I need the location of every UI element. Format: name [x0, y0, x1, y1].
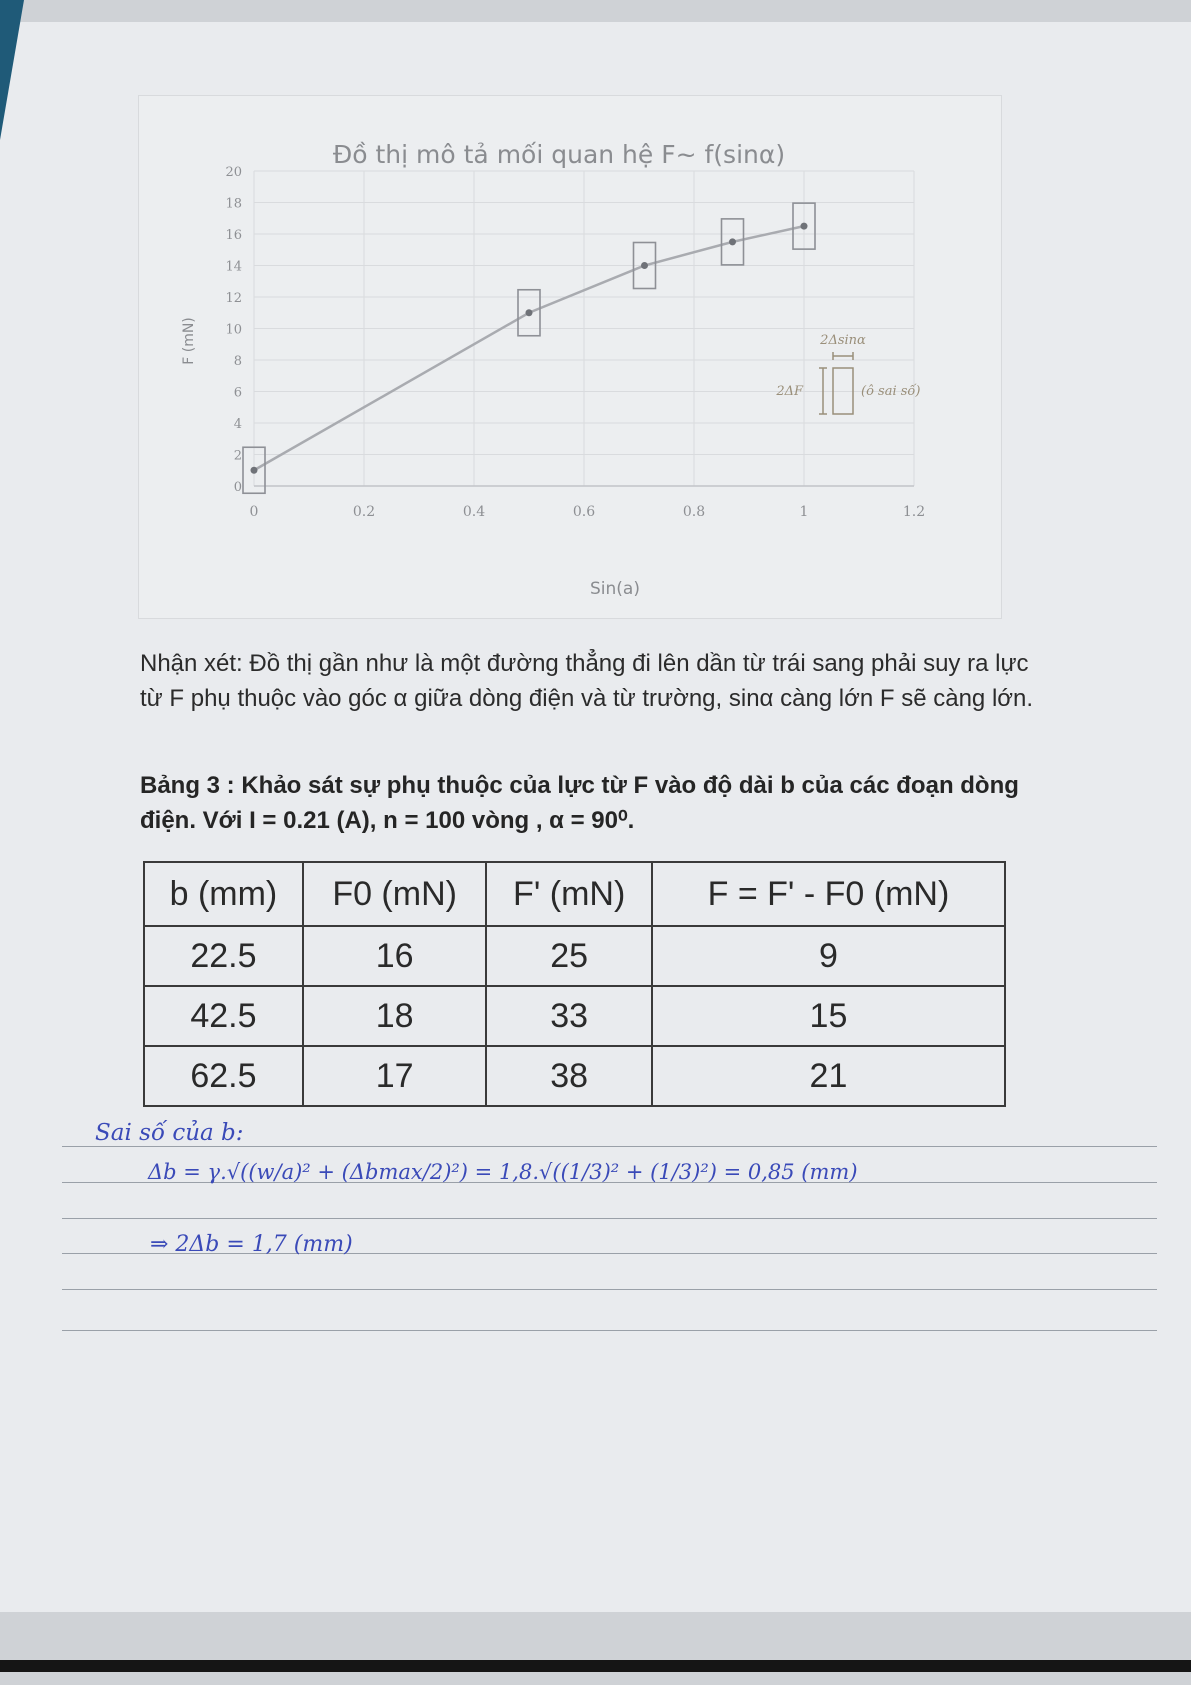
table-cell: 22.5: [144, 926, 303, 986]
table-row: [144, 986, 1005, 1046]
table-cell: 16: [303, 926, 487, 986]
ruled-line: [62, 1289, 1157, 1290]
y-tick-label: 6: [233, 385, 242, 401]
header-f-prime: F' (mN): [486, 862, 652, 926]
y-tick-label: 10: [225, 322, 242, 338]
y-tick-label: 14: [225, 259, 242, 275]
ruled-line: [62, 1146, 1157, 1147]
y-tick-label: 4: [233, 417, 242, 432]
chart-title: Đồ thị mô tả mối quan hệ F~ f(sinα): [332, 140, 786, 169]
header-f0: F0 (mN): [303, 862, 487, 926]
data-point: [729, 238, 736, 245]
x-tick-label: 0.4: [462, 504, 486, 520]
x-tick-label: 0: [249, 504, 259, 520]
table-cell: 17: [303, 1046, 487, 1106]
y-tick-label: 20: [225, 165, 242, 180]
table-header-row: [144, 862, 1005, 926]
x-tick-label: 0.2: [352, 504, 376, 520]
ruled-line: [62, 1218, 1157, 1219]
photo-edge-corner: [0, 0, 24, 140]
x-tick-label: 0.8: [682, 504, 706, 520]
table-row: [144, 1046, 1005, 1106]
x-axis-ticks: [250, 504, 926, 520]
data-table: [143, 861, 1006, 1107]
photo-bottom-edge: [0, 1660, 1191, 1672]
x-tick-label: 1.2: [902, 504, 926, 520]
error-box-legend: [775, 333, 920, 414]
table-cell: 33: [486, 986, 652, 1046]
y-tick-label: 8: [233, 354, 242, 369]
legend-dy-label: 2ΔF: [776, 384, 803, 399]
y-tick-label: 0: [233, 480, 242, 495]
handwritten-result: ⇒ 2Δb = 1,7 (mm): [150, 1232, 353, 1257]
header-f: F = F' - F0 (mN): [652, 862, 1005, 926]
table-cell: 15: [652, 986, 1005, 1046]
table-cell: 62.5: [144, 1046, 303, 1106]
data-point: [251, 467, 258, 474]
handwritten-formula: Δb = γ.√((w/a)² + (Δbmax/2)²) = 1,8.√((1/3)² + (1/3)²) = 0,85 (mm): [148, 1160, 858, 1184]
table-cell: 21: [652, 1046, 1005, 1106]
chart-series: [243, 203, 815, 493]
legend-dx-arrow: [833, 352, 853, 360]
x-tick-label: 1: [799, 504, 809, 520]
header-b: b (mm): [144, 862, 303, 926]
legend-dx-label: 2Δsinα: [820, 333, 866, 348]
legend-box-label: (ô sai số): [861, 384, 921, 399]
y-axis-label: F (mN): [181, 317, 197, 365]
y-tick-label: 12: [225, 291, 242, 306]
ruled-line: [62, 1330, 1157, 1331]
data-point: [801, 223, 808, 230]
table-caption: Bảng 3 : Khảo sát sự phụ thuộc của lực từ F vào độ dài b của các đoạn dòng điện. Với I = 0.21 (A), n = 100 vòng , α = 90⁰.: [140, 772, 1019, 834]
table-cell: 42.5: [144, 986, 303, 1046]
y-tick-label: 16: [225, 228, 242, 243]
data-point: [641, 262, 648, 269]
x-axis-label: Sin(a): [590, 579, 640, 599]
y-tick-label: 2: [233, 448, 242, 464]
table-cell: 9: [652, 926, 1005, 986]
table-cell: 18: [303, 986, 487, 1046]
handwritten-heading: Sai số của b:: [95, 1120, 244, 1146]
chart-frame: [138, 95, 1002, 619]
chart-comment: Nhận xét: Đồ thị gần như là một đường thẳng đi lên dần từ trái sang phải suy ra lực từ F phụ thuộc vào góc α giữa dòng điện và từ trường, sinα càng lớn F sẽ càng lớn.: [140, 650, 1034, 712]
table-cell: 25: [486, 926, 652, 986]
table-cell: 38: [486, 1046, 652, 1106]
x-tick-label: 0.6: [572, 504, 596, 520]
y-tick-label: 18: [225, 196, 242, 212]
y-axis-ticks: [225, 165, 242, 495]
data-point: [526, 309, 533, 316]
chart-svg: [139, 96, 1001, 618]
table-row: [144, 926, 1005, 986]
